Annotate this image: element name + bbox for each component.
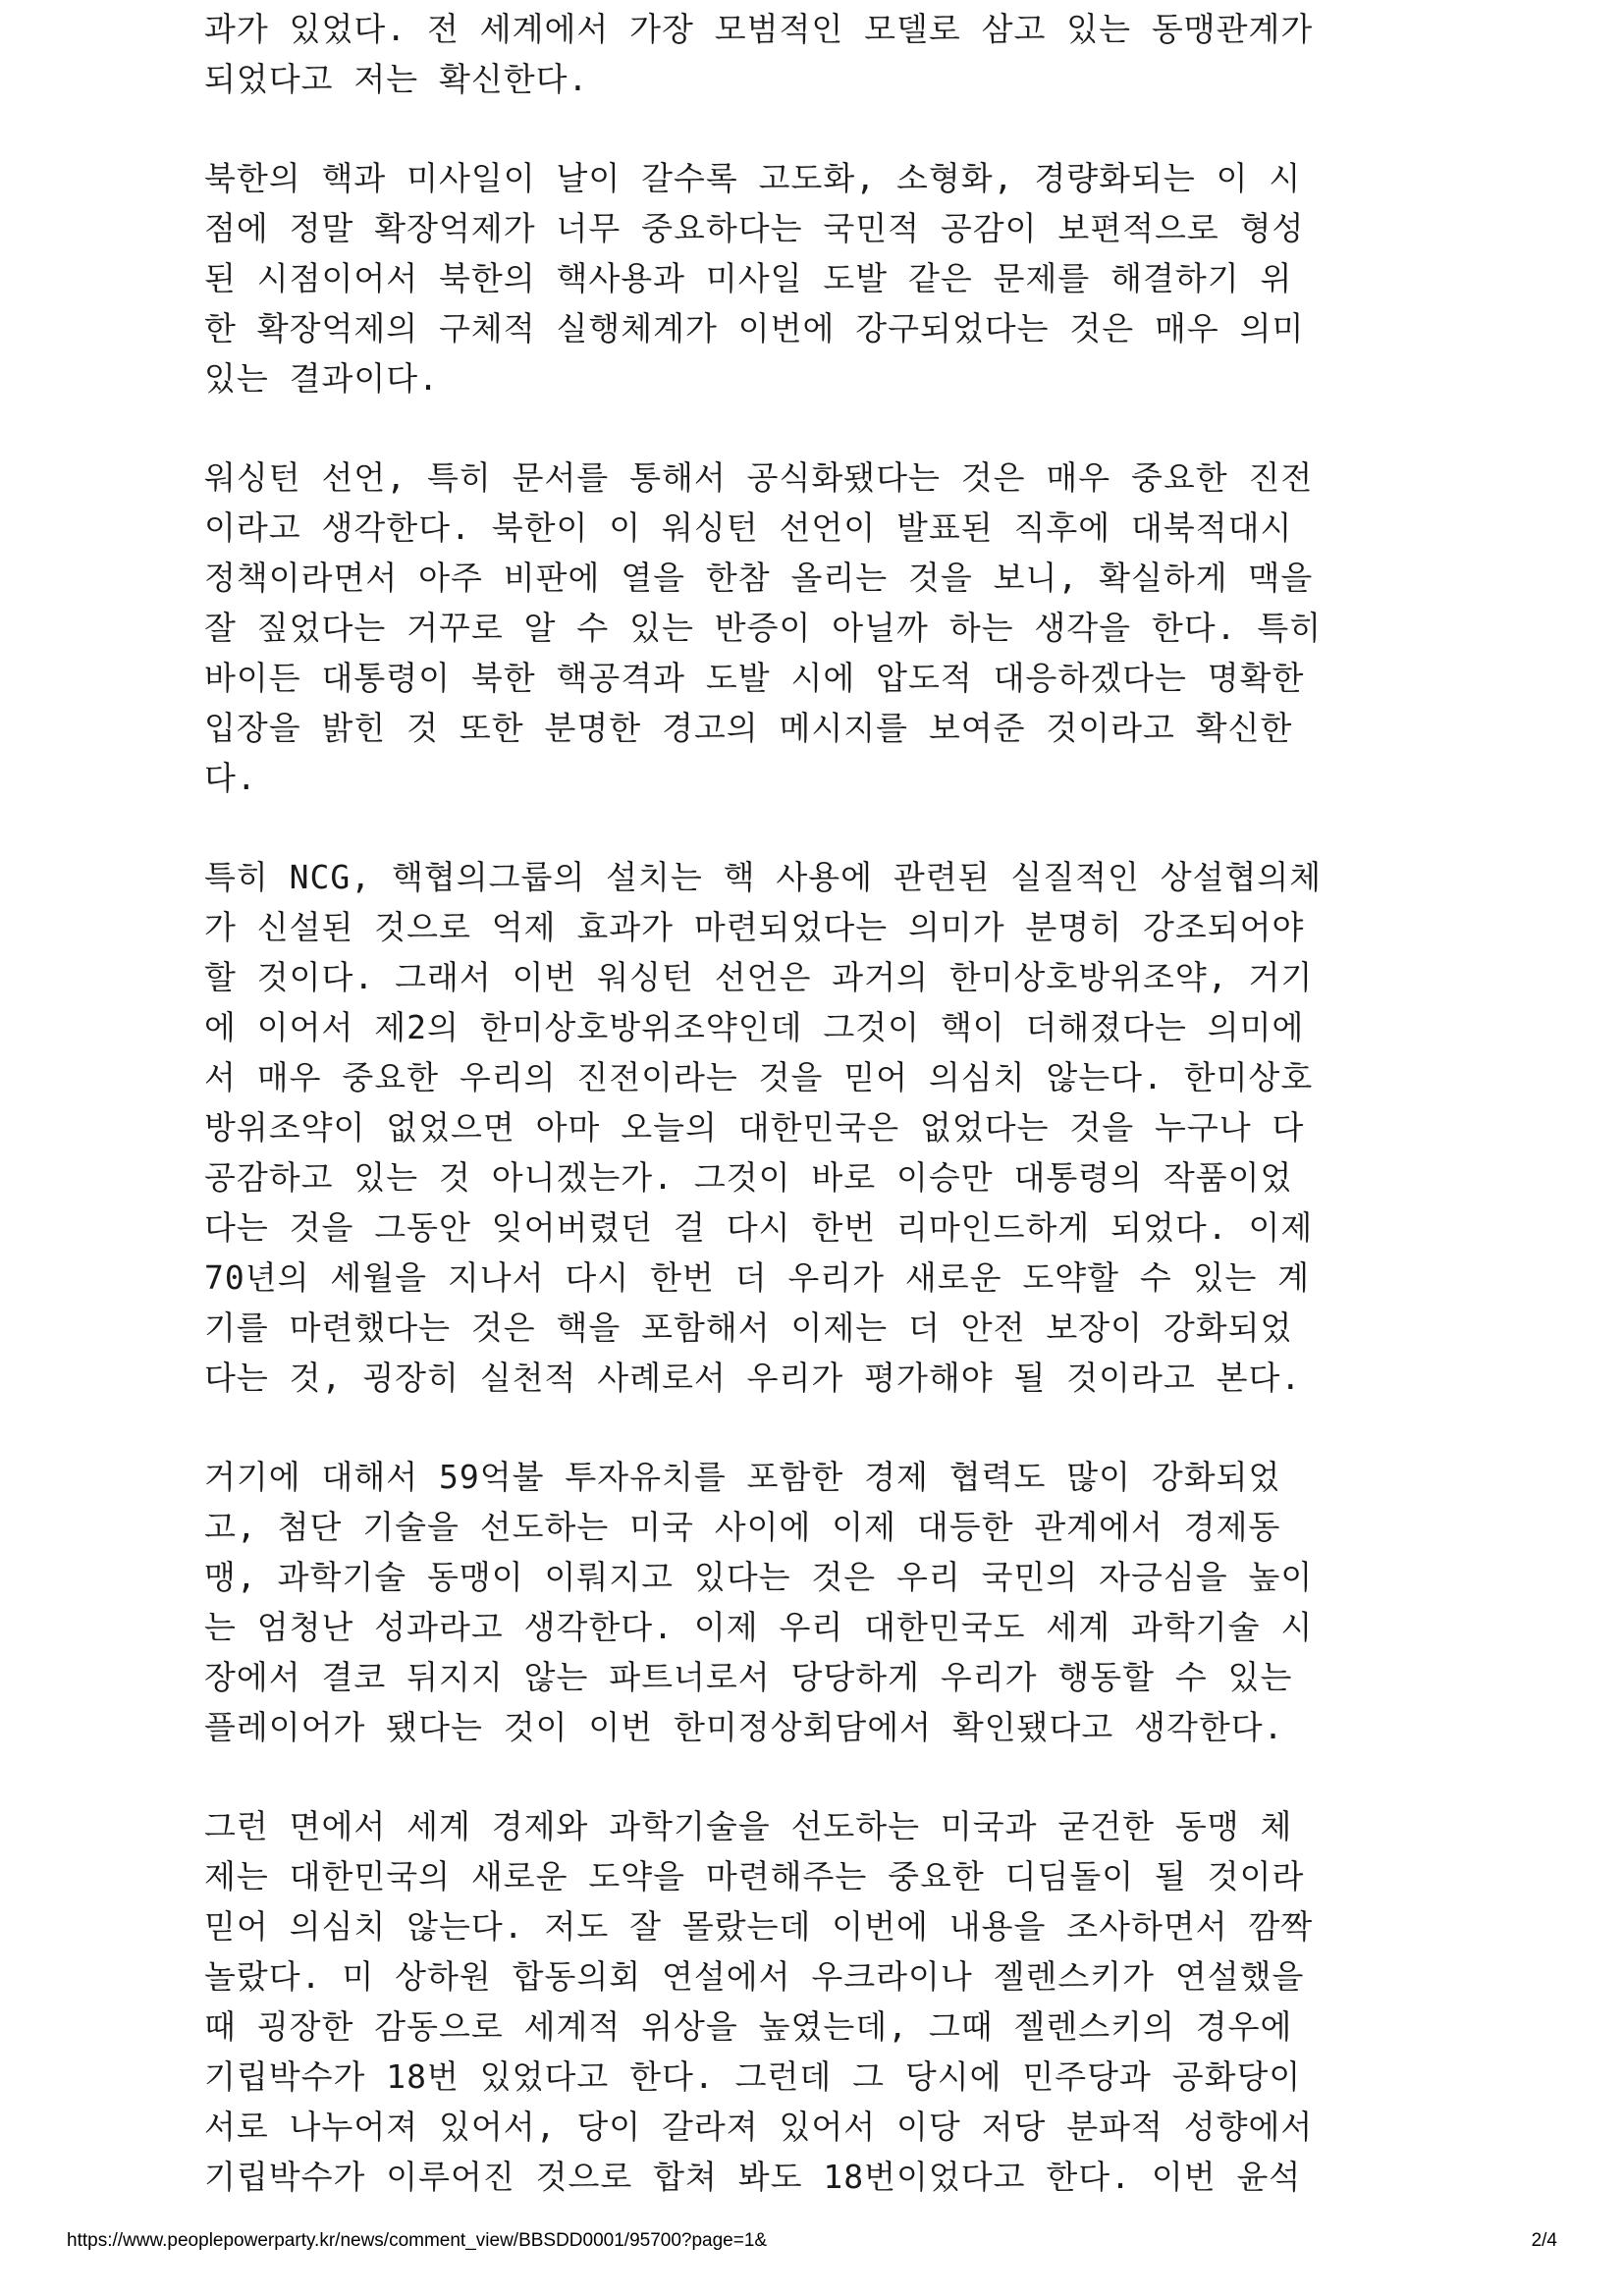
paragraph: 북한의 핵과 미사일이 날이 갈수록 고도화, 소형화, 경량화되는 이 시 점에 정말 확장억제가 너무 중요하다는 국민적 공감이 보편적으로 형성 된 시점이어서 북한의 핵사용과 미사일 도발 같은 문제를 해결하기 위 한 확장억제의 구체적 실행체계가 이번에 강구되었다는 것은 매우 의미 있는 결과이다. [204,159,1305,398]
paragraph: 그런 면에서 세계 경제와 과학기술을 선도하는 미국과 굳건한 동맹 체 제는 대한민국의 새로운 도약을 마련해주는 중요한 디딤돌이 될 것이라 믿어 의심치 않는다. 저도 잘 몰랐는데 이번에 내용을 조사하면서 깜짝 놀랐다. 미 상하원 합동의회 연설에서 우크라이나 젤렌스키가 연설했을 때 굉장한 감동으로 세계적 위상을 높였는데, 그때 젤렌스키의 경우에 기립박수가 18번 있었다고 한다. 그런데 그 당시에 민주당과 공화당이 서로 나누어져 있어서, 당이 갈라져 있어서 이당 저당 분파적 성향에서 기립박수가 이루어진 것으로 합쳐 봐도 18번이었다고 한다. 이번 윤석 [204,1807,1314,2196]
paragraph: 특히 NCG, 핵협의그룹의 설치는 핵 사용에 관련된 실질적인 상설협의체 가 신설된 것으로 억제 효과가 마련되었다는 의미가 분명히 강조되어야 할 것이다. 그래서 이번 워싱턴 선언은 과거의 한미상호방위조약, 거기 에 이어서 제2의 한미상호방위조약인데 그것이 핵이 더해졌다는 의미에 서 매우 중요한 우리의 진전이라는 것을 믿어 의심치 않는다. 한미상호 방위조약이 없었으면 아마 오늘의 대한민국은 없었다는 것을 누구나 다 공감하고 있는 것 아니겠는가. 그것이 바로 이승만 대통령의 작품이었 다는 것을 그동안 잊어버렸던 걸 다시 한번 리마인드하게 되었다. 이제 70년의 세월을 지나서 다시 한번 더 우리가 새로운 도약할 수 있는 계 기를 마련했다는 것은 핵을 포함해서 이제는 더 안전 보장이 강화되었 다는 것, 굉장히 실천적 사례로서 우리가 평가해야 될 것이라고 본다. [204,858,1323,1397]
page-number: 2/4 [1531,2230,1557,2251]
footer-url: https://www.peoplepowerparty.kr/news/comment_view/BBSDD0001/95700?page=1& [67,2230,768,2251]
page-footer [67,2230,1557,2260]
paragraph: 과가 있었다. 전 세계에서 가장 모범적인 모델로 삼고 있는 동맹관계가 되었다고 저는 확신한다. [204,10,1314,98]
article-body [204,0,1422,2251]
paragraph: 거기에 대해서 59억불 투자유치를 포함한 경제 협력도 많이 강화되었 고, 첨단 기술을 선도하는 미국 사이에 이제 대등한 관계에서 경제동 맹, 과학기술 동맹이 이뤄지고 있다는 것은 우리 국민의 자긍심을 높이 는 엄청난 성과라고 생각한다. 이제 우리 대한민국도 세계 과학기술 시 장에서 결코 뒤지지 않는 파트너로서 당당하게 우리가 행동할 수 있는 플레이어가 됐다는 것이 이번 한미정상회담에서 확인됐다고 생각한다. [204,1458,1314,1746]
paragraph: 워싱턴 선언, 특히 문서를 통해서 공식화됐다는 것은 매우 중요한 진전 이라고 생각한다. 북한이 이 워싱턴 선언이 발표된 직후에 대북적대시 정책이라면서 아주 비판에 열을 한참 올리는 것을 보니, 확실하게 맥을 잘 짚었다는 거꾸로 알 수 있는 반증이 아닐까 하는 생각을 한다. 특히 바이든 대통령이 북한 핵공격과 도발 시에 압도적 대응하겠다는 명확한 입장을 밝힌 것 또한 분명한 경고의 메시지를 보여준 것이라고 확신한 다. [204,458,1323,797]
